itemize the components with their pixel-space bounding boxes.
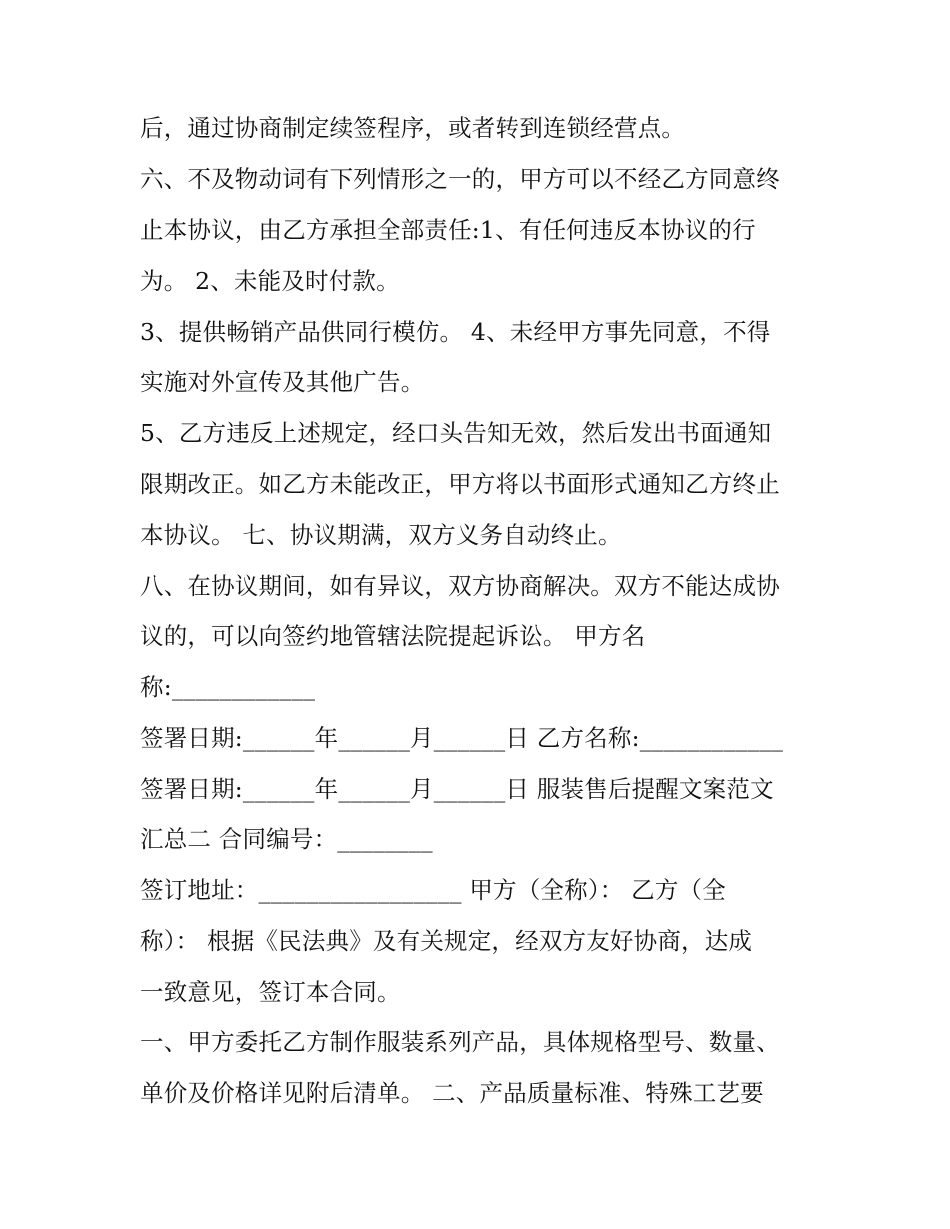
- signature-field-party-a-name: 称:____________: [140, 673, 316, 701]
- text-line: 为。 2、未能及时付款。: [140, 267, 400, 295]
- contract-number-line: 汇总二 合同编号：________: [140, 825, 433, 853]
- text-line: 实施对外宣传及其他广告。: [140, 368, 425, 396]
- text-line: 3、提供畅销产品供同行模仿。 4、未经甲方事先同意，不得: [140, 318, 771, 346]
- text-line: 六、不及物动词有下列情形之一的，甲方可以不经乙方同意终: [140, 165, 780, 193]
- text-line: 限期改正。如乙方未能改正，甲方将以书面形式通知乙方终止: [140, 470, 780, 498]
- text-line: 八、在协议期间，如有异议，双方协商解决。双方不能达成协: [140, 572, 780, 600]
- text-line: 后，通过协商制定续签程序，或者转到连锁经营点。: [140, 114, 686, 142]
- text-line: 5、乙方违反上述规定，经口头告知无效，然后发出书面通知: [140, 419, 772, 447]
- text-line: 单价及价格详见附后清单。 二、产品质量标准、特殊工艺要: [140, 1079, 764, 1107]
- signature-date-line: 签署日期:______年______月______日 乙方名称:____________: [140, 724, 784, 752]
- text-line: 称）： 根据《民法典》及有关规定，经双方友好协商，达成: [140, 927, 753, 955]
- signature-date-line: 签署日期:______年______月______日 服装售后提醒文案范文: [140, 775, 774, 803]
- text-line: 议的，可以向签约地管辖法院提起诉讼。 甲方名: [140, 622, 646, 650]
- text-line: 一、甲方委托乙方制作服装系列产品，具体规格型号、数量、: [140, 1028, 780, 1056]
- signing-address-line: 签订地址：_________________ 甲方（全称）： 乙方（全: [140, 876, 726, 904]
- text-line: 止本协议，由乙方承担全部责任:1、有任何违反本协议的行: [140, 216, 756, 244]
- text-line: 一致意见，签订本合同。: [140, 978, 401, 1006]
- text-line: 本协议。 七、协议期满，双方义务自动终止。: [140, 521, 622, 549]
